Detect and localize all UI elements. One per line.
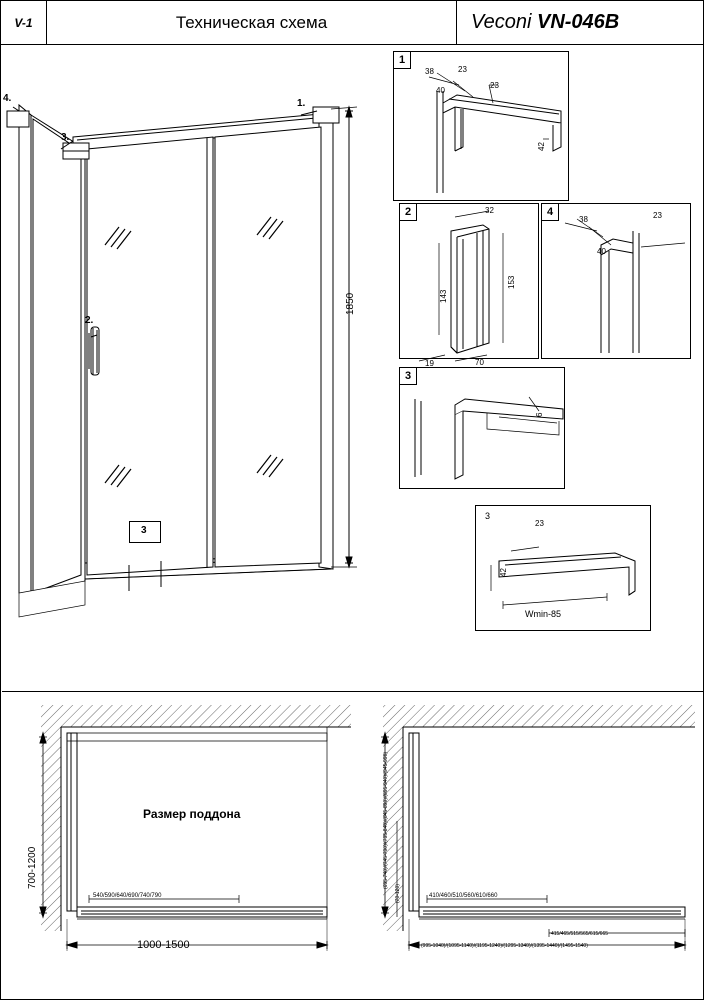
detail-1-dim-23a: 23 (458, 65, 467, 74)
detail-2-dim-32: 32 (485, 206, 494, 215)
callout-2-label: 2. (85, 315, 94, 326)
detail-2-dim-70: 70 (475, 358, 484, 367)
panel-marker-label: 3 (141, 525, 147, 536)
plan-left-drawing (27, 701, 367, 1001)
detail-1-dim-38: 38 (425, 67, 434, 76)
plan-right-drawing (369, 701, 699, 1001)
plan-left-width-dim: 1000-1500 (137, 939, 190, 951)
callout-3-label: 3. (61, 132, 70, 143)
plan-left-inner-dim: 540/590/640/690/740/790 (93, 893, 162, 899)
plan-right-bottom-dim-a: (995-1040)/(1095-1140)/(1195-1240)/(1295-1340)/(1395-1440)/(1495-1540) (421, 943, 588, 949)
detail-2-drawing (399, 203, 539, 359)
main-view-drawing (1, 45, 381, 605)
detail-1-dim-23b: 23 (490, 81, 499, 90)
detail-1-number: 1 (393, 51, 411, 69)
brand-model (457, 1, 703, 44)
callout-1-label: 1. (297, 98, 306, 109)
detail-5-dim-23: 23 (535, 519, 544, 528)
detail-5-wmin-label: Wmin-85 (525, 609, 562, 619)
detail-5-number: 3 (485, 511, 491, 521)
detail-4-dim-40: 40 (597, 247, 606, 256)
detail-2-number: 2 (399, 203, 417, 221)
detail-1-drawing (393, 51, 569, 201)
plan-right-bottom-dim-b: 415/465/515/565/615/665 (551, 931, 608, 937)
tray-size-label: Размер поддона (143, 807, 241, 821)
section-divider (2, 691, 703, 692)
model-number: VN-046B (536, 11, 620, 33)
version-label: V-1 (1, 1, 47, 44)
detail-4-dim-23: 23 (653, 211, 662, 220)
detail-3-number: 3 (399, 367, 417, 385)
technical-drawing-page: V-1 Техническая схема Veconi VN-046B 4. 3. 1. 2. 1850 3 1 38 23 23 40 42 2 32 143 153 19 70 3 6 4 38 23 40 3 23 42 Wmin-85 Размер поддона 540/590/640/690/740/790 700-1200 1000-1500 (695-740)/(745-790)/(795-840)/(845-890)/(895-940)/(945-990) (70-120) 410/460/510/560/610/660 (995-1040)/(1095-1140)/(1195-1240)/(1295-1340)/(1395-1440)/(1495-1540) 415/465/515/565/615/665 (0, 0, 704, 1000)
brand-name: Veconi (471, 11, 532, 33)
detail-4-dim-38: 38 (579, 215, 588, 224)
plan-right-inner-dim: 410/460/510/560/610/660 (429, 893, 498, 899)
page-title: Техническая схема (47, 1, 457, 44)
callout-4-label: 4. (3, 93, 12, 104)
detail-4-number: 4 (541, 203, 559, 221)
detail-3-drawing (399, 367, 565, 489)
page-header (1, 1, 703, 45)
detail-2-dim-19: 19 (425, 359, 434, 368)
detail-1-dim-40: 40 (436, 86, 445, 95)
detail-4-drawing (541, 203, 691, 359)
